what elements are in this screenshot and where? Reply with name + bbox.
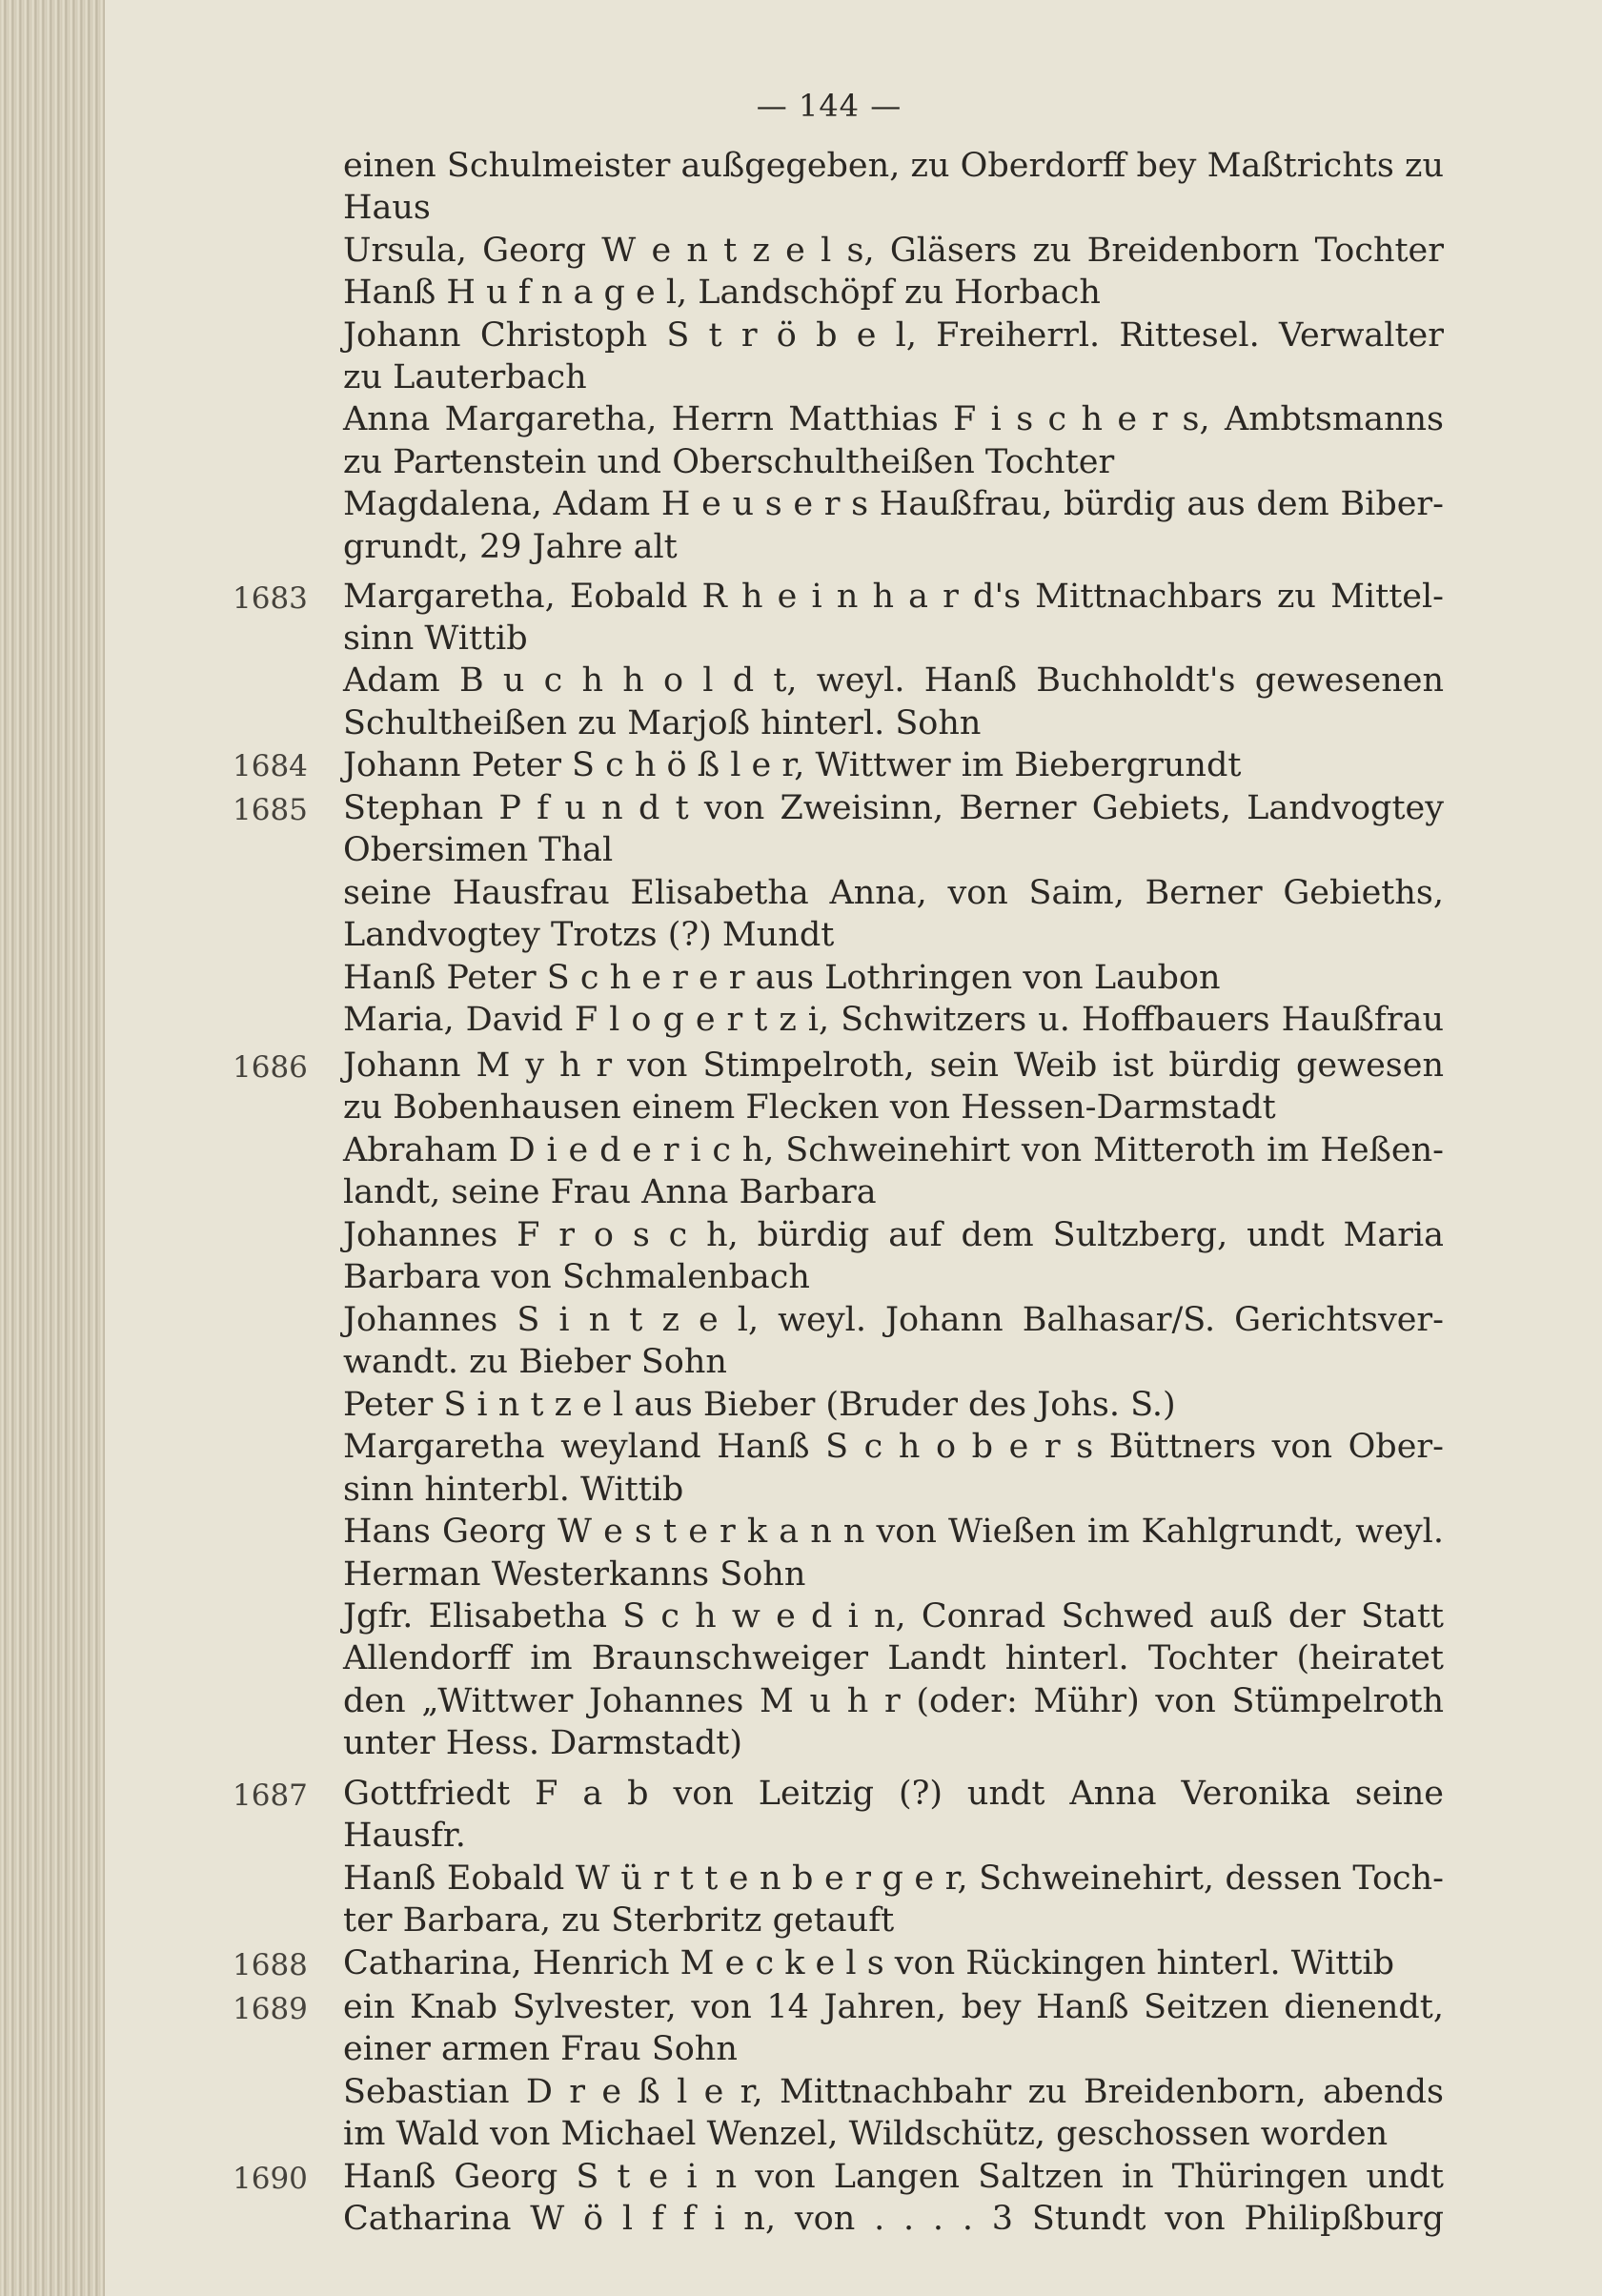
year-marker: 1689 (233, 1992, 308, 2026)
text-line: einen Schulmeister außgegeben, zu Oberdorff bey Maßtrichts zu (343, 147, 1444, 185)
text-line: den „Wittwer Johannes M u h r (oder: Mühr) von Stümpelroth (343, 1682, 1444, 1720)
text-line: Haus (343, 189, 431, 227)
text-line: Hausfr. (343, 1817, 466, 1855)
text-line: Schultheißen zu Marjoß hinterl. Sohn (343, 704, 982, 742)
text-line: zu Partenstein und Oberschultheißen Tochter (343, 443, 1115, 481)
text-line: Barbara von Schmalenbach (343, 1258, 810, 1296)
text-line: Hanß Georg S t e i n von Langen Saltzen in Thüringen undt (343, 2158, 1444, 2196)
text-line: Herman Westerkanns Sohn (343, 1555, 806, 1594)
text-line: Allendorff im Braunschweiger Landt hinterl. Tochter (heiratet (343, 1639, 1444, 1677)
text-line: Magdalena, Adam H e u s e r s Haußfrau, bürdig aus dem Biber- (343, 485, 1444, 523)
text-line: Abraham D i e d e r i c h, Schweinehirt von Mitteroth im Heßen- (343, 1131, 1444, 1169)
text-line: unter Hess. Darmstadt) (343, 1724, 742, 1762)
text-line: Adam B u c h h o l d t, weyl. Hanß Buchholdt's gewesenen (343, 661, 1444, 700)
year-marker: 1683 (233, 581, 308, 616)
text-line: ter Barbara, zu Sterbritz getauft (343, 1901, 895, 1940)
text-line: zu Bobenhausen einem Flecken von Hessen-Darmstadt (343, 1088, 1276, 1127)
text-line: Hans Georg W e s t e r k a n n von Wießen im Kahlgrundt, weyl. (343, 1513, 1444, 1551)
text-line: Margaretha weyland Hanß S c h o b e r s Büttners von Ober- (343, 1428, 1444, 1466)
text-line: Peter S i n t z e l aus Bieber (Bruder des Johs. S.) (343, 1386, 1176, 1424)
text-line: Catharina, Henrich M e c k e l s von Rückingen hinterl. Wittib (343, 1944, 1395, 1982)
text-line: Catharina W ö l f f i n, von . . . . 3 Stundt von Philipßburg (343, 2200, 1444, 2238)
text-line: Johann Peter S c h ö ß l e r, Wittwer im Biebergrundt (343, 746, 1242, 784)
text-line: Jgfr. Elisabetha S c h w e d i n, Conrad Schwed auß der Statt (343, 1597, 1444, 1636)
text-line: Hanß Eobald W ü r t t e n b e r g e r, Schweinehirt, dessen Toch- (343, 1859, 1444, 1898)
year-marker: 1684 (233, 749, 308, 783)
text-line: landt, seine Frau Anna Barbara (343, 1173, 877, 1211)
text-line: einer armen Frau Sohn (343, 2030, 738, 2068)
text-line: Margaretha, Eobald R h e i n h a r d's Mittnachbars zu Mittel- (343, 578, 1444, 616)
text-line: Johann M y h r von Stimpelroth, sein Weib ist bürdig gewesen (343, 1046, 1444, 1085)
text-line: ein Knab Sylvester, von 14 Jahren, bey Hanß Seitzen dienendt, (343, 1988, 1444, 2026)
text-line: seine Hausfrau Elisabetha Anna, von Saim, Berner Gebieths, (343, 874, 1444, 912)
text-line: wandt. zu Bieber Sohn (343, 1343, 727, 1381)
year-marker: 1690 (233, 2162, 308, 2196)
text-line: Johannes S i n t z e l, weyl. Johann Balhasar/S. Gerichtsver- (343, 1301, 1444, 1339)
year-marker: 1688 (233, 1948, 308, 1982)
page-number: — 144 — (756, 88, 902, 124)
year-marker: 1686 (233, 1050, 308, 1085)
text-line: Anna Margaretha, Herrn Matthias F i s c h e r s, Ambtsmanns (343, 400, 1444, 438)
book-page-edges (0, 0, 105, 2296)
text-line: Sebastian D r e ß l e r, Mittnachbahr zu Breidenborn, abends (343, 2073, 1444, 2111)
text-line: Ursula, Georg W e n t z e l s, Gläsers zu Breidenborn Tochter (343, 232, 1444, 270)
text-line: Hanß Peter S c h e r e r aus Lothringen von Laubon (343, 959, 1221, 997)
text-line: sinn Wittib (343, 620, 528, 658)
text-line: Johann Christoph S t r ö b e l, Freiherrl. Rittesel. Verwalter (343, 316, 1444, 355)
text-line: Hanß H u f n a g e l, Landschöpf zu Horbach (343, 274, 1101, 312)
text-line: Maria, David F l o g e r t z i, Schwitzers u. Hoffbauers Haußfrau (343, 1001, 1444, 1039)
text-line: Stephan P f u n d t von Zweisinn, Berner Gebiets, Landvogtey (343, 789, 1444, 827)
text-line: im Wald von Michael Wenzel, Wildschütz, geschossen worden (343, 2115, 1389, 2153)
text-line: zu Lauterbach (343, 358, 587, 396)
text-line: Obersimen Thal (343, 831, 614, 869)
text-line: Gottfriedt F a b von Leitzig (?) undt Anna Veronika seine (343, 1775, 1444, 1813)
year-marker: 1685 (233, 793, 308, 827)
text-line: grundt, 29 Jahre alt (343, 528, 678, 566)
text-line: Landvogtey Trotzs (?) Mundt (343, 916, 835, 954)
text-line: Johannes F r o s c h, bürdig auf dem Sultzberg, undt Maria (343, 1216, 1444, 1254)
text-line: sinn hinterbl. Wittib (343, 1471, 684, 1509)
year-marker: 1687 (233, 1778, 308, 1813)
